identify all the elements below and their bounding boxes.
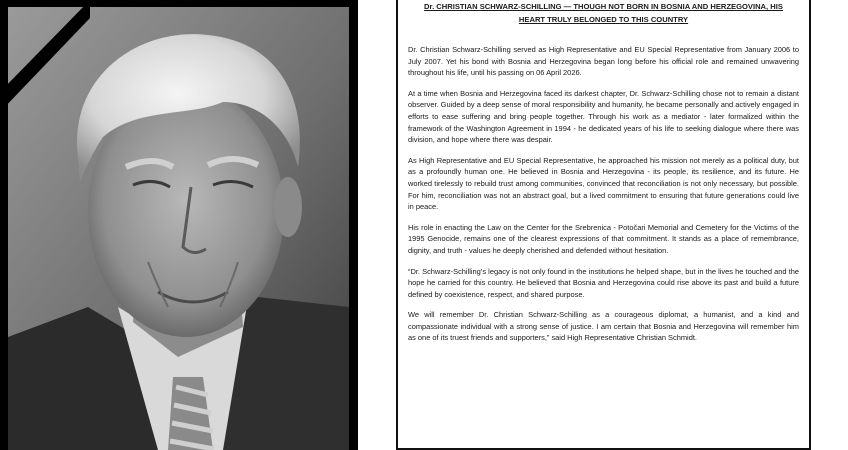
statement-body (398, 26, 809, 344)
portrait-photo (8, 7, 349, 450)
portrait-frame (0, 0, 358, 450)
paragraph-mediator: At a time when Bosnia and Herzegovina faced its darkest chapter, Dr. Schwarz-Schilling chose not to remain a distant observer. Guided by a deep sense of moral responsibility and humanity, he became personally and actively engaged in efforts to ease suffering and bring people together. Through his work as a mediator - later formalized within the framework of the Washington Agreement in 1994 - he dedicated years of his life to seeking dialogue where there was division, and hope where there was despair. (408, 88, 799, 145)
paragraph-remembrance: We will remember Dr. Christian Schwarz-Schilling as a courageous diplomat, a humanist, and a kind and compassionate individual with a strong sense of justice. I am certain that Bosnia and Herzegovina will remember him as one of its truest friends and supporters,” said High Representative Christian Schmidt. (408, 310, 799, 343)
headline-line-1: Dr. CHRISTIAN SCHWARZ-SCHILLING — THOUGH NOT BORN IN BOSNIA AND HERZEGOVINA, HIS (424, 2, 783, 11)
paragraph-high-representative: As High Representative and EU Special Representative, he approached his mission not merely as a political duty, but as a profoundly human one. He believed in Bosnia and Herzegovina - its people, its resilience, and its future. He worked tirelessly to rebuild trust among communities, convinced that reconciliation is not only necessary, but possible. For him, reconciliation was not an abstract goal, but a lived commitment to ensuring that future generations could live in peace. (408, 155, 799, 212)
headline-line-2: HEART TRULY BELONGED TO THIS COUNTRY (518, 15, 689, 24)
paragraph-service: Dr. Christian Schwarz-Schilling served as High Representative and EU Special Representative from January 2006 to July 2007. Yet his bond with Bosnia and Herzegovina began long before his official role and remained unwavering throughout his life, until his passing on 06 April 2026. (408, 45, 799, 78)
paragraph-legacy-quote: “Dr. Schwarz-Schilling’s legacy is not only found in the institutions he helped shape, but in the lives he touched and the hope he carried for this country. He believed that Bosnia and Herzegovina could rise above its past and build a future defined by coexistence, respect, and shared purpose. (408, 266, 799, 299)
statement-panel (396, 0, 811, 450)
paragraph-srebrenica: His role in enacting the Law on the Center for the Srebrenica - Potočari Memorial and Cemetery for the Victims of the 1995 Genocide, remains one of the clearest expressions of that commitment. It stands as a place of remembrance, dignity, and truth - values he deeply cherished and defended without hesitation. (408, 222, 799, 255)
headline (398, 0, 809, 26)
